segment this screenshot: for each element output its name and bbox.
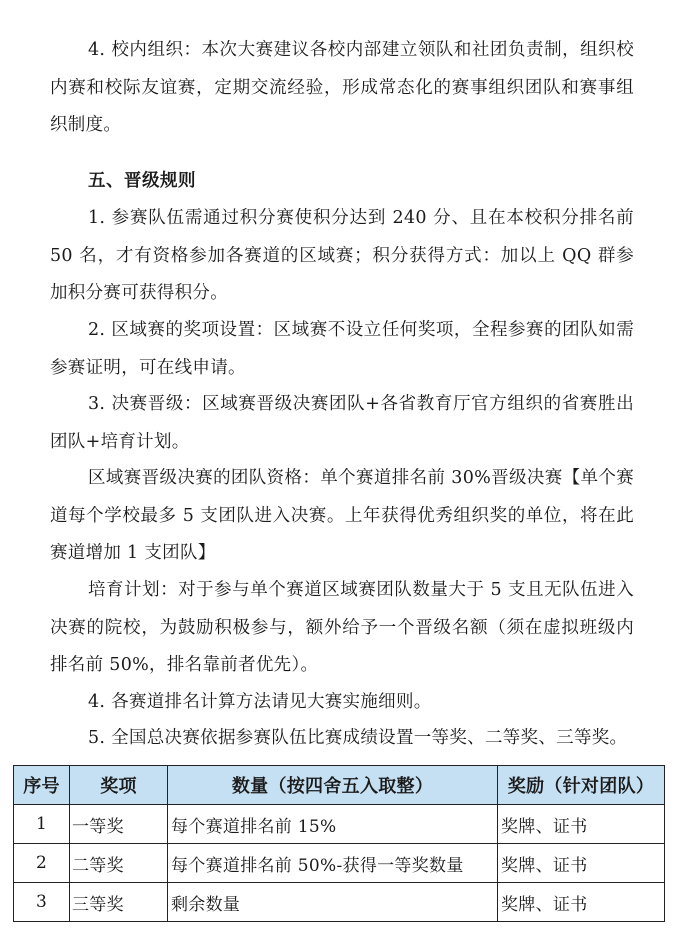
header-award: 奖项 (70, 766, 168, 805)
paragraph-rule-5-national-final: 5. 全国总决赛依据参赛队伍比赛成绩设置一等奖、二等奖、三等奖。 (88, 728, 628, 748)
cell-no: 3 (14, 883, 70, 922)
cell-no: 1 (14, 805, 70, 844)
table-row (14, 805, 665, 844)
header-reward: 奖励（针对团队） (498, 766, 665, 805)
cell-quantity: 每个赛道排名前 50%-获得一等奖数量 (168, 844, 498, 883)
paragraph-rule-4-ranking: 4. 各赛道排名计算方法请见大赛实施细则。 (88, 692, 432, 712)
cell-reward: 奖牌、证书 (498, 805, 665, 844)
cell-no: 2 (14, 844, 70, 883)
cell-award: 一等奖 (70, 805, 168, 844)
section-heading-promotion-rules: 五、晋级规则 (88, 171, 196, 191)
awards-table (13, 765, 665, 922)
paragraph-campus-organization: 4. 校内组织：本次大赛建议各校内部建立领队和社团负责制，组织校内赛和校际友谊赛，定期交流经验，形成常态化的赛事组织团队和赛事组织制度。 (50, 40, 634, 135)
paragraph-rule-2-regional-awards: 2. 区域赛的奖项设置：区域赛不设立任何奖项，全程参赛的团队如需参赛证明，可在线申请。 (50, 320, 634, 378)
paragraph-rule-1-points: 1. 参赛队伍需通过积分赛使积分达到 240 分、且在本校积分排名前 50 名，才有资格参加各赛道的区域赛；积分获得方式：加以上 QQ 群参加积分赛可获得积分。 (50, 208, 634, 303)
paragraph-regional-qualification: 区域赛晋级决赛的团队资格：单个赛道排名前 30%晋级决赛【单个赛道每个学校最多 5 支团队进入决赛。上年获得优秀组织奖的单位，将在此赛道增加 1 支团队】 (50, 468, 634, 563)
cell-quantity: 剩余数量 (168, 883, 498, 922)
cell-reward: 奖牌、证书 (498, 844, 665, 883)
table-row (14, 883, 665, 922)
paragraph-cultivation-plan: 培育计划：对于参与单个赛道区域赛团队数量大于 5 支且无队伍进入决赛的院校，为鼓励积极参与，额外给予一个晋级名额（须在虚拟班级内排名前 50%，排名靠前者优先）。 (50, 580, 634, 675)
cell-quantity: 每个赛道排名前 15% (168, 805, 498, 844)
cell-reward: 奖牌、证书 (498, 883, 665, 922)
paragraph-rule-3-final-promotion: 3. 决赛晋级：区域赛晋级决赛团队+各省教育厅官方组织的省赛胜出团队+培育计划。 (50, 394, 634, 452)
table-header-row (14, 766, 665, 805)
cell-award: 二等奖 (70, 844, 168, 883)
cell-award: 三等奖 (70, 883, 168, 922)
header-quantity: 数量（按四舍五入取整） (168, 766, 498, 805)
table-row (14, 844, 665, 883)
header-no: 序号 (14, 766, 70, 805)
